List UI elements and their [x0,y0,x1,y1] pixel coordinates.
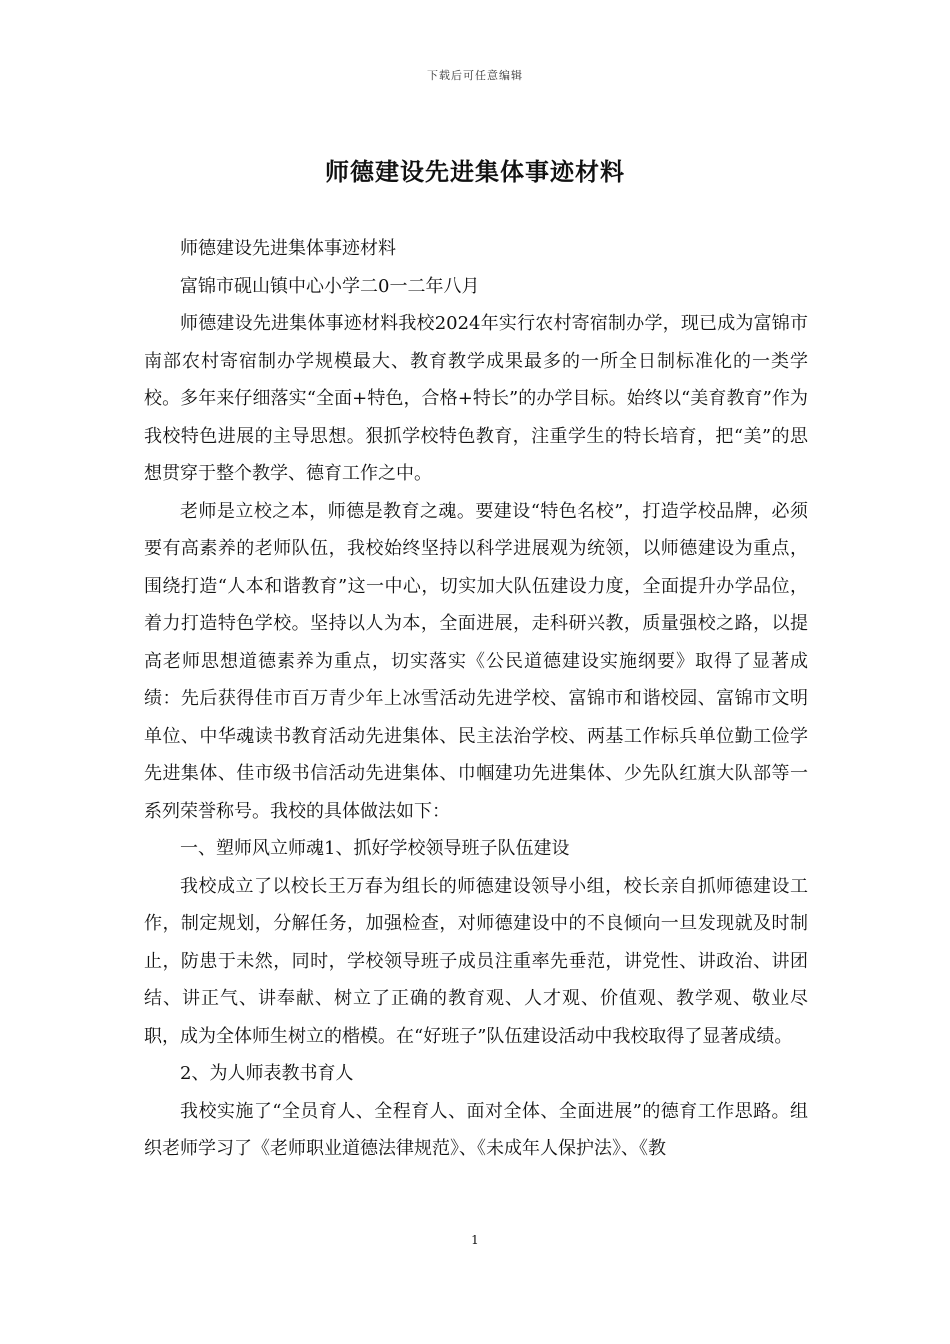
page-number: 1 [471,1233,479,1247]
paragraph-moral-education: 我校实施了“全员育人、全程育人、面对全体、全面进展”的德育工作思路。组织老师学习了《老师职业道德法律规范》、《未成年人保护法》、《教 [144,1100,808,1159]
paragraph-intro: 师德建设先进集体事迹材料我校2024年实行农村寄宿制办学，现已成为富锦市南部农村寄宿制办学规模最大、教育教学成果最多的一所全日制标准化的一类学校。多年来仔细落实“全面+特色，合格+特长”的办学目标。始终以“美育教育”作为我校特色进展的主导思想。狠抓学校特色教育，注重学生的特长培育，把“美”的思想贯穿于整个教学、德育工作之中。 [144,313,808,484]
paragraph-author-date: 富锦市砚山镇中心小学二0一二年八月 [180,275,480,297]
document-body [144,230,808,1168]
paragraph-leadership: 我校成立了以校长王万春为组长的师德建设领导小组，校长亲自抓师德建设工作，制定规划，分解任务，加强检查，对师德建设中的不良倾向一旦发现就及时制止，防患于未然，同时，学校领导班子成员注重率先垂范，讲党性、讲政治、讲团结、讲正气、讲奉献、树立了正确的教育观、人才观、价值观、教学观、敬业尽职，成为全体师生树立的楷模。在“好班子”队伍建设活动中我校取得了显著成绩。 [144,875,808,1047]
header-note: 下载后可任意编辑 [427,69,523,82]
paragraph-section-1-heading: 一、塑师风立师魂1、抓好学校领导班子队伍建设 [180,838,570,859]
paragraph-section-2-heading: 2、为人师表教书育人 [180,1063,354,1084]
paragraph-teachers: 老师是立校之本，师德是教育之魂。要建设“特色名校”，打造学校品牌，必须要有高素养的老师队伍，我校始终坚持以科学进展观为统领，以师德建设为重点，围绕打造“人本和谐教育”这一中心，切实加大队伍建设力度，全面提升办学品位，着力打造特色学校。坚持以人为本，全面进展，走科研兴教，质量强校之路，以提高老师思想道德素养为重点，切实落实《公民道德建设实施纲要》取得了显著成绩：先后获得佳市百万青少年上冰雪活动先进学校、富锦市和谐校园、富锦市文明单位、中华魂读书教育活动先进集体、民主法治学校、两基工作标兵单位勤工俭学先进集体、佳市级书信活动先进集体、巾帼建功先进集体、少先队红旗大队部等一系列荣誉称号。我校的具体做法如下： [144,500,808,822]
paragraph-subtitle: 师德建设先进集体事迹材料 [180,238,396,259]
document-title: 师德建设先进集体事迹材料 [325,157,625,186]
